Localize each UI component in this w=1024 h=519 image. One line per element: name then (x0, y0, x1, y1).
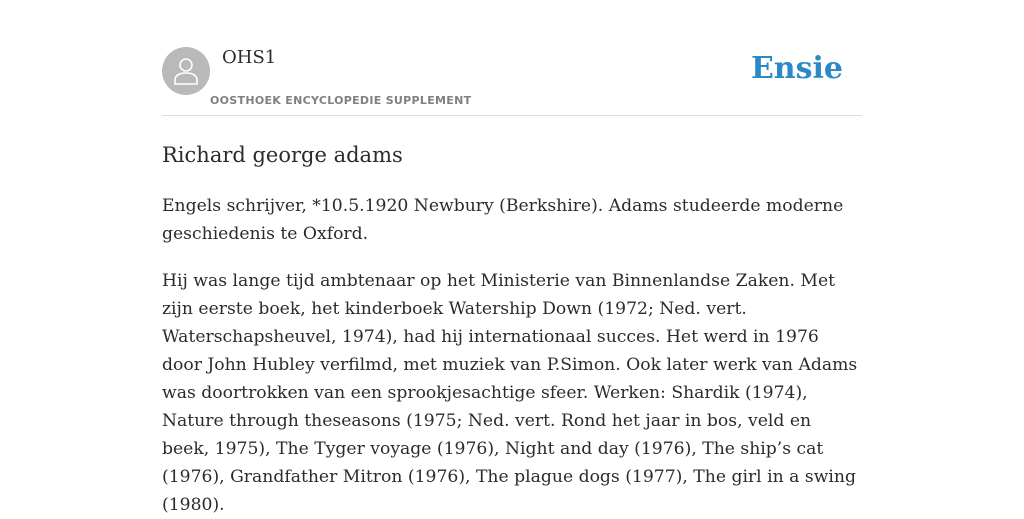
ensie-logo[interactable]: Ensie (750, 51, 843, 86)
article-paragraph: Engels schrijver, *10.5.1920 Newbury (Berkshire). Adams studeerde moderne geschiedenis te Oxford. (162, 196, 844, 244)
source-name[interactable]: OHS1 (222, 47, 277, 68)
source-header (162, 0, 862, 116)
source-subtitle: OOSTHOEK ENCYCLOPEDIE SUPPLEMENT (210, 94, 472, 107)
article-paragraph: Hij was lange tijd ambtenaar op het Ministerie van Binnenlandse Zaken. Met zijn eerste boek, het kinderboek Watership Down (1972; Ned. vert. Waterschapsheuvel, 1974), had hij internationaal succes. Het werd in 1976 door John Hubley verfilmd, met muziek van P.Simon. Ook later werk van Adams was doortrokken van een sprookjesachtige sfeer. Werken: Shardik (1974), Nature through theseasons (1975; Ned. vert. Rond het jaar in bos, veld en beek, 1975), The Tyger voyage (1976), Night and day (1976), The ship’s cat (1976), Grandfather Mitron (1976), The plague dogs (1977), The girl in a swing (1980). (162, 271, 858, 515)
article-page (162, 0, 862, 515)
avatar[interactable] (162, 47, 210, 95)
user-icon (173, 56, 199, 86)
article-title: Richard george adams (162, 143, 403, 167)
